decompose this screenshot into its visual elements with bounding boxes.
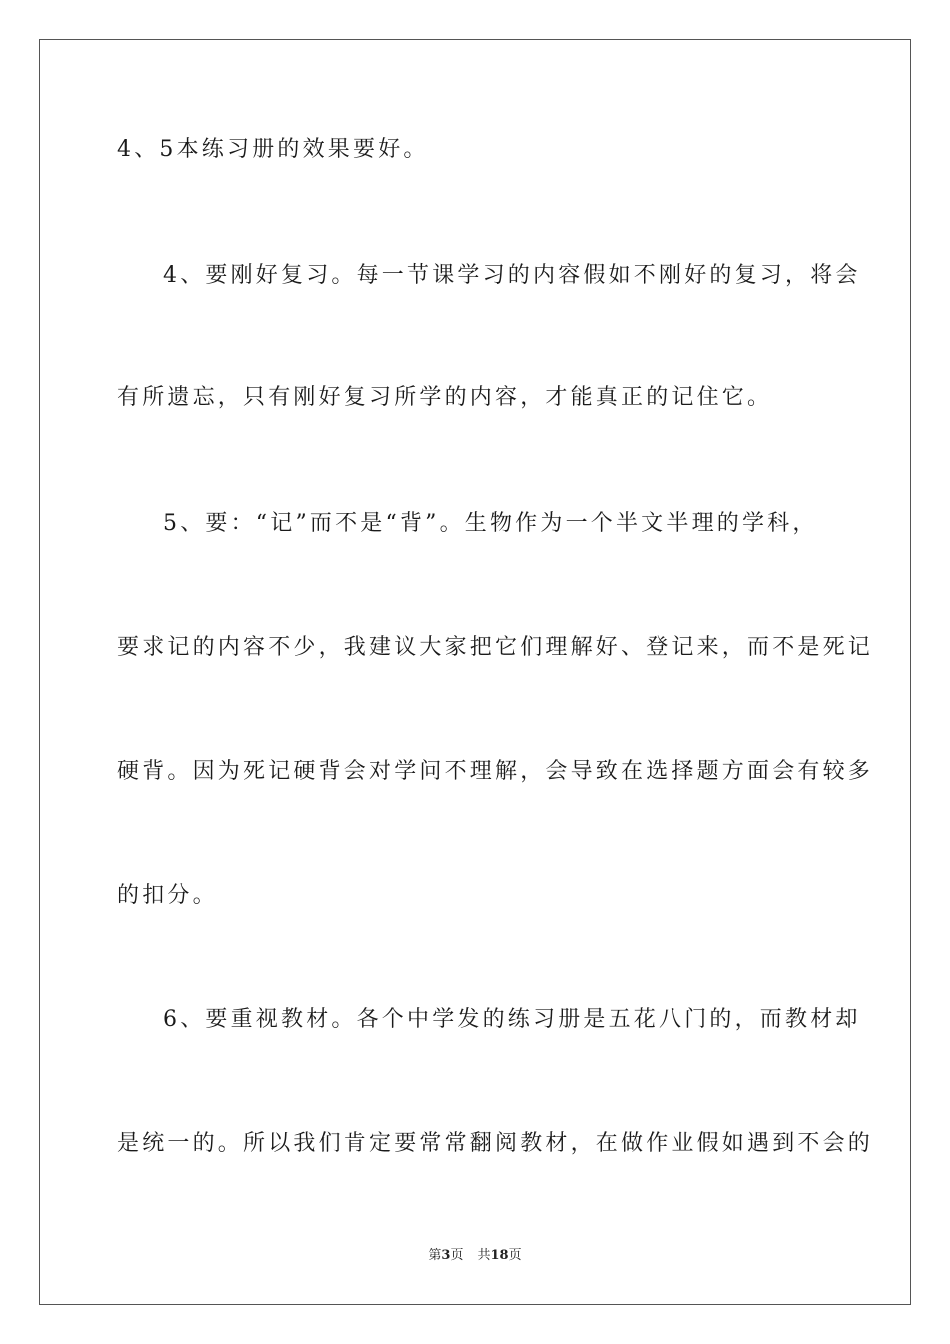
paragraph-line-9: 是统一的。所以我们肯定要常常翻阅教材，在做作业假如遇到不会的 — [117, 1131, 874, 1156]
total-prefix: 共 — [477, 1248, 491, 1263]
total-suffix: 页 — [508, 1248, 522, 1263]
paragraph-line-5: 要求记的内容不少，我建议大家把它们理解好、登记来，而不是死记 — [117, 635, 874, 660]
page-footer — [0, 1247, 950, 1265]
paragraph-line-3: 有所遗忘，只有刚好复习所学的内容，才能真正的记住它。 — [117, 385, 773, 410]
page-border — [39, 39, 911, 1305]
paragraph-line-6: 硬背。因为死记硬背会对学问不理解，会导致在选择题方面会有较多 — [117, 759, 874, 784]
paragraph-line-4: 5、要：“记”而不是“背”。生物作为一个半文半理的学科， — [163, 511, 818, 536]
paragraph-line-7: 的扣分。 — [117, 883, 218, 908]
page-prefix: 第 — [428, 1248, 442, 1263]
paragraph-line-2: 4、要刚好复习。每一节课学习的内容假如不刚好的复习，将会 — [163, 263, 861, 288]
paragraph-line-1: 4、5本练习册的效果要好。 — [117, 137, 429, 162]
page-suffix: 页 — [450, 1248, 464, 1263]
paragraph-line-8: 6、要重视教材。各个中学发的练习册是五花八门的，而教材却 — [163, 1007, 861, 1032]
page-number: 3 — [441, 1248, 451, 1263]
total-pages: 18 — [490, 1248, 509, 1263]
